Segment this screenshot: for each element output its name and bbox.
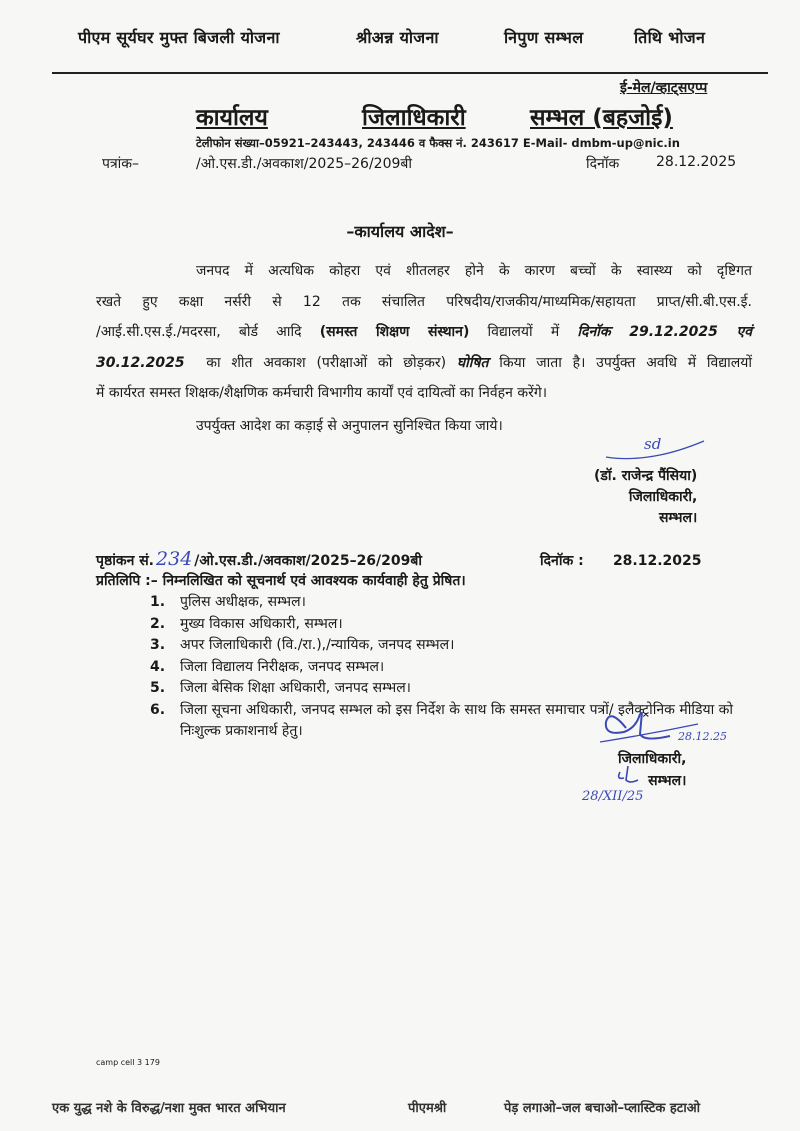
handwritten-date-2: 28/XII/25 (582, 789, 644, 804)
dm-name: (डॉ. राजेन्द्र पैंसिया) (594, 468, 698, 484)
holiday-dates: दिनॉक 29.12.2025 एवं (577, 324, 752, 340)
handwritten-dispatch-number: 234 (156, 548, 193, 570)
scheme-pm-suryaghar: पीएम सूर्यघर मुफ्त बिजली योजना (78, 28, 280, 47)
header-rule (52, 72, 768, 74)
recipient-number: 3. (150, 637, 166, 653)
recipient-number: 2. (150, 615, 166, 632)
office-place: सम्भल (बहजोई) (530, 105, 673, 131)
recipient-number: 6. (150, 701, 166, 718)
contact-line: टेलीफोन संख्या–05921–243443, 243446 व फैक्स नं. 243617 E-Mail- dmbm-up@nic.in (196, 136, 680, 150)
recipient-item (150, 592, 770, 614)
prishthankan-line: पृष्ठांकन सं. 234 /ओ.एस.डी./अवकाश/2025–26/209बी (96, 548, 423, 570)
all-institutions: (समस्त शिक्षण संस्थान) (319, 324, 470, 340)
sd-signature (600, 433, 710, 469)
signature-block (594, 466, 697, 529)
dm-designation: जिलाधिकारी, (628, 489, 698, 505)
order-line-1: जनपद में अत्यधिक कोहरा एवं शीतलहर होने के कारण बच्चों के स्वास्थ्य को दृष्टिगत (196, 263, 752, 279)
patrank-value: /ओ.एस.डी./अवकाश/2025–26/209बी (196, 156, 413, 172)
camp-cell-note: camp cell 3 179 (96, 1058, 160, 1067)
declared-word: घोषित (456, 354, 489, 371)
recipient-text: जिला बेसिक शिक्षा अधिकारी, जनपद सम्भल। (180, 680, 411, 696)
handwritten-date-1: 28.12.25 (678, 730, 727, 743)
patrank-label: पत्रांक– (102, 156, 140, 172)
dm-designation-2: जिलाधिकारी, (618, 751, 687, 767)
recipient-item (150, 657, 770, 679)
order-line-5: में कार्यरत समस्त शिक्षक/शैक्षणिक कर्मचारी विभागीय कार्यों एवं दायित्वों का निर्वहन करेंगे। (96, 385, 548, 401)
order-line-2: रखते हुए कक्षा नर्सरी से 12 तक संचालित परिषदीय/राजकीय/माध्यमिक/सहायता प्राप्त/सी.बी.एस.ई. (96, 293, 752, 310)
sd-text: sd (644, 435, 662, 453)
recipient-text: अपर जिलाधिकारी (वि./रा.),/न्यायिक, जनपद सम्भल। (180, 637, 455, 653)
scheme-shriann: श्रीअन्न योजना (356, 28, 439, 47)
recipient-number: 4. (150, 658, 166, 675)
signature-block-2 (618, 748, 686, 792)
office-word: कार्यालय (196, 105, 268, 131)
scheme-nipun: निपुण सम्भल (504, 28, 584, 47)
order-date: 28.12.2025 (656, 154, 737, 170)
dinank-label: दिनॉक (586, 156, 620, 172)
recipient-item (150, 678, 770, 700)
order-paragraph (96, 256, 752, 441)
order-title: –कार्यालय आदेश– (346, 222, 454, 241)
compliance-line: उपर्युक्त आदेश का कड़ाई से अनुपालन सुनिश्चित किया जाये। (196, 417, 503, 434)
footer-slogan-environment: पेड़ लगाओ–जल बचाओ–प्लास्टिक हटाओ (504, 1101, 701, 1116)
pratilipi-line: प्रतिलिपि :– निम्नलिखित को सूचनार्थ एवं आवश्यक कार्यवाही हेतु प्रेषित। (96, 573, 466, 589)
office-dm: जिलाधिकारी (362, 105, 466, 131)
dm-place: सम्भल। (658, 510, 698, 526)
recipient-text: जिला विद्यालय निरीक्षक, जनपद सम्भल। (180, 658, 385, 675)
recipient-item (150, 635, 770, 657)
recipient-text: मुख्य विकास अधिकारी, सम्भल। (180, 615, 343, 632)
scheme-tithi-bhojan: तिथि भोजन (634, 28, 706, 47)
endorsement-date: दिनॉक : 28.12.2025 (540, 553, 702, 569)
recipient-text: पुलिस अधीक्षक, सम्भल। (180, 594, 306, 610)
order-line-3: /आई.सी.एस.ई./मदरसा, बोर्ड आदि (समस्त शिक्षण संस्थान) विद्यालयों में दिनॉक 29.12.2025 एवं (96, 324, 752, 340)
recipient-item (150, 614, 770, 636)
recipient-number: 1. (150, 594, 166, 610)
footer-slogan-pmshri: पीएमश्री (408, 1101, 447, 1116)
recipient-text: जिला सूचना अधिकारी, जनपद सम्भल को इस निर्देश के साथ कि समस्त समाचार पत्रों/ इलैक्ट्रोनिक मीडिया को निःशुल्क प्रकाशनार्थ हेतु। (180, 701, 734, 739)
email-whatsapp-label: ई-मेल/व्हाट्सएप्प (620, 80, 708, 96)
dm-place-2: सम्भल। (648, 773, 687, 789)
order-line-4: 30.12.2025 का शीत अवकाश (परीक्षाओं को छोड़कर) घोषित किया जाता है। उपर्युक्त अवधि में विद्यालयों (96, 354, 752, 371)
recipient-number: 5. (150, 680, 166, 696)
footer-slogan-drugs: एक युद्ध नशे के विरुद्ध/नशा मुक्त भारत अभियान (52, 1101, 286, 1116)
